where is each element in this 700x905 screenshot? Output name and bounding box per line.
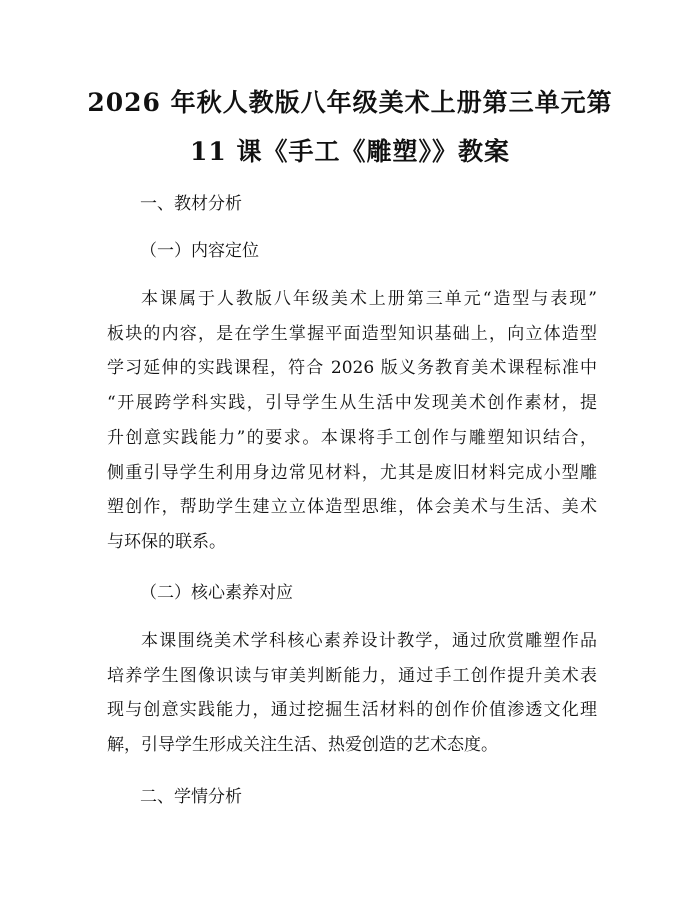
section-heading-student-analysis: 二、学情分析 <box>140 787 242 807</box>
document-title-line-2: 11 课《手工《雕塑》》教案 <box>190 137 510 166</box>
paragraph-line: 学习延伸的实践课程，符合 2026 版义务教育美术课程标准中 <box>107 358 597 379</box>
paragraph-line: 塑创作，帮助学生建立立体造型思维，体会美术与生活、美术 <box>107 497 597 518</box>
paragraph-line: 与环保的联系。 <box>107 531 226 552</box>
paragraph-line: 现与创意实践能力，通过挖掘生活材料的创作价值渗透文化理 <box>107 700 597 721</box>
paragraph-line: 板块的内容，是在学生掌握平面造型知识基础上，向立体造型 <box>107 323 597 344</box>
paragraph-line: 培养学生图像识读与审美判断能力，通过手工创作提升美术表 <box>107 665 597 686</box>
paragraph-core-literacy <box>107 624 597 763</box>
paragraph-content-positioning <box>107 282 597 560</box>
paragraph-line: 解，引导学生形成关注生活、热爱创造的艺术态度。 <box>107 735 498 756</box>
section-heading-textbook-analysis: 一、教材分析 <box>140 194 242 214</box>
document-title-line-1: 2026 年秋人教版八年级美术上册第三单元第 <box>87 88 613 117</box>
paragraph-line: 本课属于人教版八年级美术上册第三单元“造型与表现” <box>141 289 597 309</box>
subsection-heading-core-literacy: （二）核心素养对应 <box>140 583 293 603</box>
paragraph-line: 侧重引导学生利用身边常见材料，尤其是废旧材料完成小型雕 <box>107 462 597 483</box>
subsection-heading-content-positioning: （一）内容定位 <box>140 241 259 261</box>
paragraph-line: 本课围绕美术学科核心素养设计教学，通过欣赏雕塑作品 <box>141 631 597 651</box>
paragraph-line: “开展跨学科实践，引导学生从生活中发现美术创作素材，提 <box>107 393 597 414</box>
paragraph-line: 升创意实践能力”的要求。本课将手工创作与雕塑知识结合， <box>107 427 597 448</box>
